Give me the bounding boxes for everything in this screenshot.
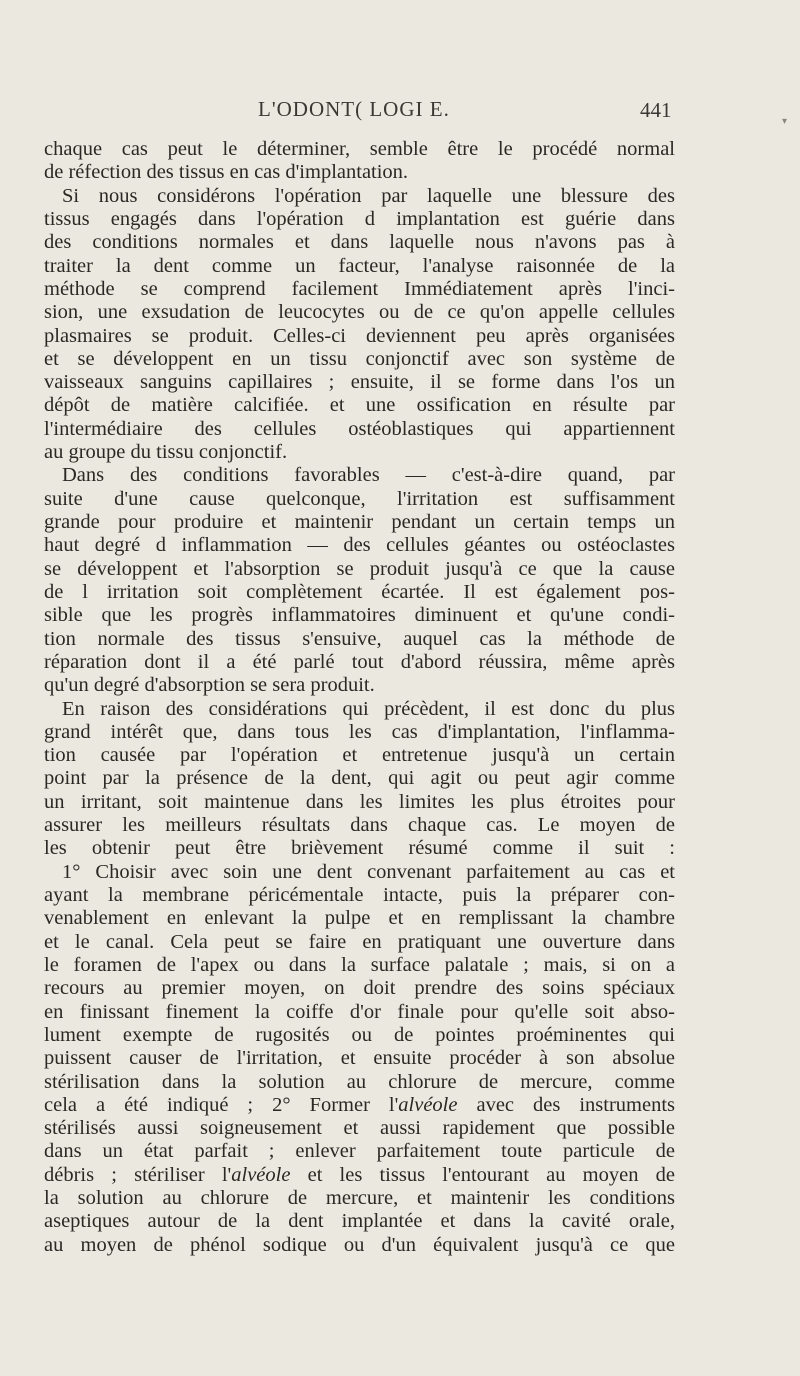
text-line: cela a été indiqué ; 2° Former l'alvéole avec des instruments: [44, 1093, 675, 1116]
text-line: stérilisation dans la solution au chlorure de mercure, comme: [44, 1070, 675, 1093]
text-line: réparation dont il a été parlé tout d'abord réussira, même après: [44, 650, 675, 673]
text-line: grande pour produire et maintenir pendant un certain temps un: [44, 511, 675, 533]
text-line: traiter la dent comme un facteur, l'analyse raisonnée de la: [44, 254, 675, 277]
text-line: suite d'une cause quelconque, l'irritation est suffisamment: [44, 487, 675, 510]
text-line: recours au premier moyen, on doit prendre des soins spéciaux: [44, 977, 675, 1000]
text-line: qu'un degré d'absorption se sera produit.: [44, 674, 375, 697]
running-head: L'ODONT( LOGI E.: [258, 97, 450, 121]
text-line: plasmaires se produit. Celles-ci deviennent peu après organisées: [44, 324, 675, 347]
text-line: de réfection des tissus en cas d'implantation.: [44, 161, 409, 184]
margin-mark: ▾: [782, 116, 788, 127]
text-line: lument exempte de rugosités ou de pointes proéminentes qui: [44, 1023, 675, 1046]
page-number: 441: [640, 98, 672, 122]
text-line: le foramen de l'apex ou dans la surface palatale ; mais, si on a: [44, 953, 675, 976]
text-line: sible que les progrès inflammatoires diminuent et qu'une condi-: [44, 604, 675, 627]
text-line: Si nous considérons l'opération par laquelle une blessure des: [62, 184, 675, 207]
text-line: au moyen de phénol sodique ou d'un équivalent jusqu'à ce que: [44, 1233, 675, 1256]
text-line: 1° Choisir avec soin une dent convenant parfaitement au cas et: [62, 860, 675, 883]
text-line: stérilisés aussi soigneusement et aussi rapidement que possible: [44, 1117, 675, 1140]
text-line: chaque cas peut le déterminer, semble être le procédé normal: [44, 138, 675, 160]
text-line: ayant la membrane péricémentale intacte, puis la préparer con-: [44, 884, 675, 906]
text-line: se développent et l'absorption se produit jusqu'à ce que la cause: [44, 557, 675, 580]
text-line: l'intermédiaire des cellules ostéoblastiques qui appartiennent: [44, 417, 675, 440]
text-line: tion causée par l'opération et entretenue jusqu'à un certain: [44, 744, 675, 767]
italic-term: alvéole: [398, 1093, 458, 1116]
text-line: la solution au chlorure de mercure, et maintenir les conditions: [44, 1187, 675, 1210]
text-line: au groupe du tissu conjonctif.: [44, 441, 288, 464]
text-line: puissent causer de l'irritation, et ensuite procéder à son absolue: [44, 1047, 675, 1070]
text-line: haut degré d inflammation — des cellules géantes ou ostéoclastes: [44, 534, 675, 557]
text-line: dépôt de matière calcifiée. et une ossification en résulte par: [44, 394, 675, 417]
text-line: en finissant finement la coiffe d'or finale pour qu'elle soit abso-: [44, 1000, 675, 1023]
body-text: [44, 138, 675, 1257]
text-line: dans un état parfait ; enlever parfaitement toute particule de: [44, 1140, 675, 1163]
text-line: un irritant, soit maintenue dans les limites les plus étroites pour: [44, 790, 675, 813]
text-line: aseptiques autour de la dent implantée et dans la cavité orale,: [44, 1210, 675, 1233]
text-line: En raison des considérations qui précèdent, il est donc du plus: [62, 697, 675, 720]
text-line: et le canal. Cela peut se faire en pratiquant une ouverture dans: [44, 930, 675, 953]
text-line: débris ; stériliser l'alvéole et les tissus l'entourant au moyen de: [44, 1163, 675, 1186]
text-line: vaisseaux sanguins capillaires ; ensuite, il se forme dans l'os un: [44, 371, 675, 394]
text-line: méthode se comprend facilement Immédiatement après l'inci-: [44, 277, 675, 300]
text-line: et se développent en un tissu conjonctif avec son système de: [44, 347, 675, 370]
text-line: assurer les meilleurs résultats dans chaque cas. Le moyen de: [44, 814, 675, 837]
text-line: venablement en enlevant la pulpe et en remplissant la chambre: [44, 907, 675, 930]
text-line: Dans des conditions favorables — c'est-à-dire quand, par: [62, 464, 675, 487]
text-line: grand intérêt que, dans tous les cas d'implantation, l'inflamma-: [44, 720, 675, 743]
text-line: point par la présence de la dent, qui agit ou peut agir comme: [44, 767, 675, 790]
text-line: de l irritation soit complètement écartée. Il est également pos-: [44, 580, 675, 603]
text-line: sion, une exsudation de leucocytes ou de ce qu'on appelle cellules: [44, 301, 675, 324]
text-line: des conditions normales et dans laquelle nous n'avons pas à: [44, 231, 675, 254]
text-line: tion normale des tissus s'ensuive, auquel cas la méthode de: [44, 627, 675, 650]
italic-term: alvéole: [231, 1163, 291, 1186]
text-line: les obtenir peut être brièvement résumé comme il suit :: [44, 837, 675, 860]
text-line: tissus engagés dans l'opération d implantation est guérie dans: [44, 207, 675, 230]
